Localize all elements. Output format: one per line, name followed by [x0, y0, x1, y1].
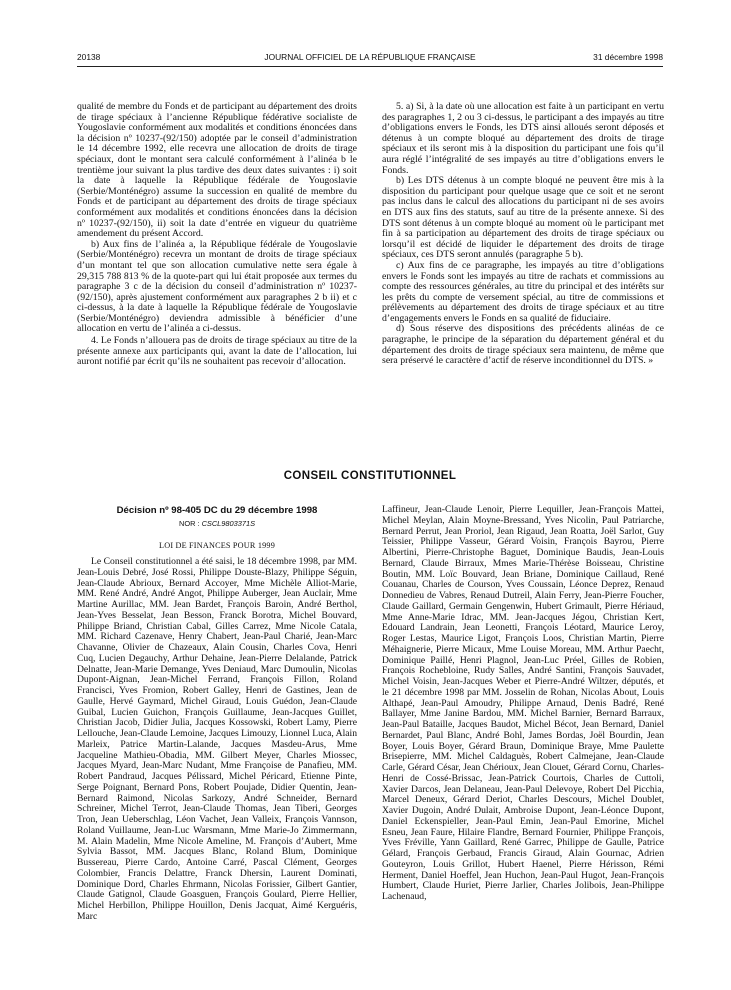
- nor-label: NOR :: [178, 519, 200, 528]
- nor-reference: [77, 519, 357, 528]
- publication-date: 31 décembre 1998: [593, 52, 663, 62]
- paragraph: Le Conseil constitutionnel a été saisi, le 18 décembre 1998, par MM. Jean-Louis Debré, José Rossi, Philippe Douste-Blazy, Philippe Séguin, Jean-Claude Abrioux, Bernard Accoyer, Mme Michèle Alliot-Marie, MM. René André, André Angot, Philippe Auberger, Jean Auclair, Mme Martine Aurillac, MM. Jean Bardet, François Baroin, André Berthol, Jean-Yves Besselat, Jean Besson, Franck Borotra, Michel Bouvard, Philippe Briand, Christian Cabal, Gilles Carrez, Mme Nicole Catala, MM. Richard Cazenave, Henry Chabert, Jean-Paul Charié, Jean-Marc Chavanne, Olivier de Chazeaux, Alain Cousin, Charles Cova, Henri Cuq, Lucien Degauchy, Arthur Dehaine, Jean-Pierre Delalande, Patrick Delnatte, Jean-Marie Demange, Yves Deniaud, Marc Dumoulin, Nicolas Dupont-Aignan, Jean-Michel Ferrand, François Fillon, Roland Francisci, Yves Fromion, Robert Galley, Henri de Gastines, Jean de Gaulle, Hervé Gaymard, Michel Giraud, Louis Guédon, Jean-Claude Guibal, Lucien Guichon, François Guillaume, Jean-Jacques Guillet, Christian Jacob, Didier Julia, Jacques Kossowski, Robert Lamy, Pierre Lellouche, Jean-Claude Lemoine, Jacques Limouzy, Lionnel Luca, Alain Marleix, Patrice Martin-Lalande, Jacques Masdeu-Arus, Mme Jacqueline Mathieu-Obadia, MM. Gilbert Meyer, Charles Miossec, Jacques Myard, Jean-Marc Nudant, Mme Françoise de Panafieu, MM. Robert Pandraud, Jacques Pélissard, Michel Péricard, Etienne Pinte, Serge Poignant, Bernard Pons, Robert Poujade, Didier Quentin, Jean-Bernard Raimond, Nicolas Sarkozy, André Schneider, Bernard Schreiner, Michel Terrot, Jean-Claude Thomas, Jean Tiberi, Georges Tron, Jean Ueberschlag, Léon Vachet, Jean Valleix, François Vannson, Roland Vuillaume, Jean-Luc Warsmann, Mme Marie-Jo Zimmermann, M. Alain Madelin, Mme Nicole Ameline, M. François d’Aubert, Mme Sylvia Bassot, MM. Jacques Blanc, Roland Blum, Dominique Bussereau, Pierre Cardo, Antoine Carré, Pascal Clément, Georges Colombier, Francis Delattre, Franck Dhersin, Laurent Dominati, Dominique Dord, Charles Ehrmann, Nicolas Forissier, Gilbert Gantier, Claude Gatignol, Claude Goasguen, François Goulard, Pierre Hellier, Michel Herbillon, Philippe Houillon, Denis Jacquat, Aimé Kerguéris, Marc: [77, 556, 357, 922]
- paragraph: b) Aux fins de l’alinéa a, la République fédérale de Yougoslavie (Serbie/Monténégro) recevra un montant de droits de tirage spéciaux d’un montant tel que son allocation cumulative nette sera égale à 29,315 788 813 % de la quote-part qui lui était proposée aux termes du paragraphe 3 c de la décision du conseil d’administration nº 10237-(92/150), après ajustement conformément aux paragraphes 2 b ii) et c ci-dessus, à la date à laquelle la République fédérale de Yougoslavie (Serbie/Monténégro) deviendra admissible à bénéficier d’une allocation en vertu de l’alinéa a ci-dessus.: [77, 238, 357, 335]
- nor-code: CSCL9803371S: [201, 519, 255, 528]
- paragraph: d) Sous réserve des dispositions des précédents alinéas de ce paragraphe, le principe de la séparation du département général et du département des droits de tirage spéciaux sera maintenu, de même que sera préservé le caractère d’actif de réserve inconditionnel du DTS. »: [382, 323, 664, 367]
- header-rule: [77, 66, 663, 67]
- decision-right-column: [382, 505, 664, 903]
- top-right-column: [382, 102, 664, 367]
- page-number: 20138: [77, 52, 101, 62]
- paragraph: b) Les DTS détenus à un compte bloqué ne peuvent être mis à la disposition du participant pour quelque usage que ce soit et ne seront pas inclus dans le calcul des allocations du participant ni de ses avoirs en DTS aux fins des statuts, sauf au titre de la présente annexe. Si des DTS sont détenus à un compte bloqué au moment où le participant met fin à sa participation au département des droits de tirage spéciaux ou lorsqu’il est décidé de liquider le département des droits de tirage spéciaux, ces DTS seront annulés (paragraphe 5 b).: [382, 175, 664, 261]
- page-header: [77, 52, 663, 66]
- top-left-column: [77, 102, 357, 368]
- paragraph: 4. Le Fonds n’allouera pas de droits de tirage spéciaux au titre de la présente annexe aux participants qui, avant la date de l’allocation, lui auront notifié par écrit qu’ils ne souhaitent pas recevoir d’allocation.: [77, 335, 357, 368]
- law-title: LOI DE FINANCES POUR 1999: [159, 541, 275, 550]
- paragraph: qualité de membre du Fonds et de participant au département des droits de tirage spéciaux à l’ancienne République fédérative socialiste de Yougoslavie conformément aux modalités et conditions énoncées dans la décision nº 10237-(92/150) adoptée par le conseil d’administration le 14 décembre 1992, elle recevra une allocation de droits de tirage spéciaux, dont le montant sera calculé conformément à l’alinéa b le trentième jour suivant la plus tardive des deux dates suivantes : i) soit la date à laquelle la République fédérale de Yougoslavie (Serbie/Monténégro) assume la succession en qualité de membre du Fonds et de participant au département des droits de tirage spéciaux conformément aux modalités et conditions énoncées dans la décision nº 10237-(92/150), ii) soit la date d’entrée en vigueur du quatrième amendement du présent Accord.: [77, 101, 357, 240]
- journal-title: JOURNAL OFFICIEL DE LA RÉPUBLIQUE FRANÇAISE: [264, 52, 476, 62]
- paragraph: 5. a) Si, à la date où une allocation est faite à un participant en vertu des paragraphes 1, 2 ou 3 ci-dessus, le participant a des impayés au titre d’obligations envers le Fonds, les DTS ainsi alloués seront déposés et détenus à un compte bloqué au département des droits de tirage spéciaux et ils seront mis à la disposition du participant une fois qu’il aura réglé l’intégralité de ses impayés au titre d’obligations envers le Fonds.: [382, 101, 664, 176]
- section-title: CONSEIL CONSTITUTIONNEL: [283, 470, 457, 482]
- decision-left-column: [77, 557, 357, 923]
- paragraph: c) Aux fins de ce paragraphe, les impayés au titre d’obligations envers le Fonds sont les impayés au titre de rachats et commissions au compte des ressources générales, au titre du principal et des intérêts sur les prêts du compte de versement spécial, au titre de commissions et prélèvements au département des droits de tirage spéciaux et au titre d’engagements envers le Fonds en sa qualité de fiduciaire.: [382, 259, 664, 324]
- paragraph: Laffineur, Jean-Claude Lenoir, Pierre Lequiller, Jean-François Mattei, Michel Meylan, Alain Moyne-Bressand, Yves Nicolin, Paul Patriarche, Bernard Perrut, Jean Proriol, Jean Rigaud, Jean Roatta, Joël Sarlot, Guy Teissier, Philippe Vasseur, Gérard Voisin, François Bayrou, Pierre Albertini, Pierre-Christophe Baguet, Dominique Baudis, Jean-Louis Bernard, Claude Birraux, Mmes Marie-Thérèse Boisseau, Christine Boutin, MM. Loïc Bouvard, Jean Briane, Dominique Caillaud, René Couanau, Charles de Courson, Yves Coussain, Léonce Deprez, Renaud Donnedieu de Vabres, Renaud Dutreil, Alain Ferry, Jean-Pierre Foucher, Claude Gaillard, Germain Gengenwin, Hubert Grimault, Pierre Hériaud, Mme Anne-Marie Idrac, MM. Jean-Jacques Jégou, Christian Kert, Edouard Landrain, Jean Leonetti, François Léotard, Maurice Leroy, Roger Lestas, Maurice Ligot, François Loos, Christian Martin, Pierre Méhaignerie, Pierre Micaux, Mme Louise Moreau, MM. Arthur Paecht, Dominique Paillé, Henri Plagnol, Jean-Luc Préel, Gilles de Robien, François Rochebloine, Rudy Salles, André Santini, François Sauvadet, Michel Voisin, Jean-Jacques Weber et Pierre-André Wiltzer, députés, et le 21 décembre 1998 par MM. Josselin de Rohan, Nicolas About, Louis Althapé, Jean-Paul Amoudry, Philippe Arnaud, Denis Badré, René Ballayer, Mme Janine Bardou, MM. Michel Barnier, Bernard Barraux, Jean-Paul Bataille, Jacques Baudot, Michel Bécot, Jean Bernard, Daniel Bernardet, Paul Blanc, André Bohl, James Bordas, Joël Bourdin, Jean Boyer, Louis Boyer, Gérard Braun, Dominique Braye, Mme Paulette Brisepierre, MM. Michel Caldaguès, Robert Calmejane, Jean-Claude Carle, Gérard César, Jean Chérioux, Jean Clouet, Gérard Cornu, Charles-Henri de Cossé-Brissac, Jean-Patrick Courtois, Charles de Cuttoli, Xavier Darcos, Jean Delaneau, Jean-Paul Delevoye, Robert Del Picchia, Marcel Deneux, Gérard Deriot, Charles Descours, Michel Doublet, Xavier Dugoin, André Dulait, Ambroise Dupont, Jean-Léonce Dupont, Daniel Eckenspieller, Jean-Paul Emin, Jean-Paul Emorine, Michel Esneu, Jean Faure, Hilaire Flandre, Bernard Fournier, Philippe François, Yves Fréville, Yann Gaillard, René Garrec, Philippe de Gaulle, Patrice Gélard, François Gerbaud, Francis Giraud, Alain Gournac, Adrien Gouteyron, Louis Grillot, Hubert Haenel, Pierre Hérisson, Rémi Herment, Daniel Hoeffel, Jean Huchon, Jean-Paul Hugot, Jean-François Humbert, Claude Huriet, Pierre Jarlier, Charles Jolibois, Jean-Philippe Lachenaud,: [382, 504, 664, 902]
- decision-title: Décision nº 98-405 DC du 29 décembre 1998: [116, 505, 318, 516]
